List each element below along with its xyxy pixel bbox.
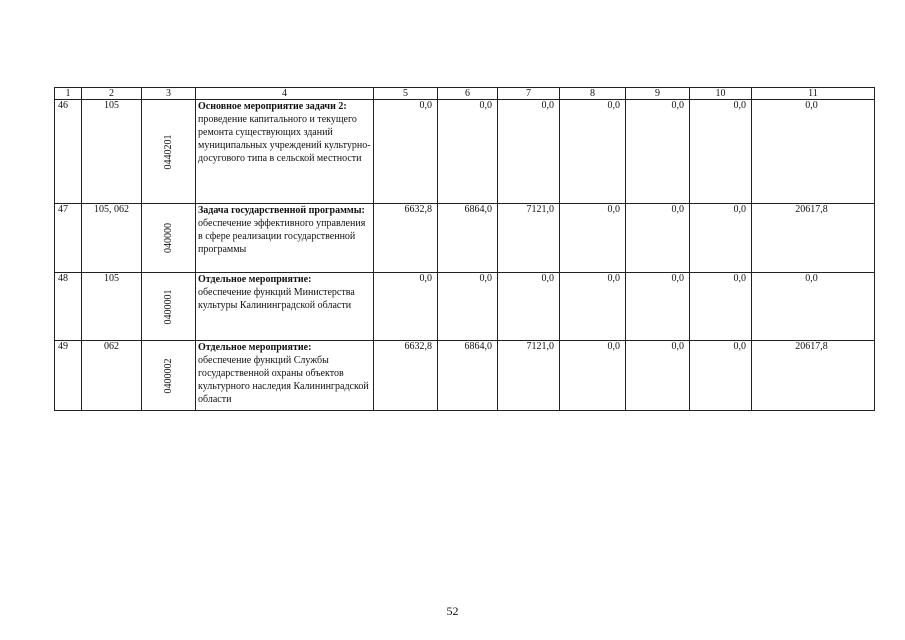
program-code: 0440201 bbox=[162, 134, 174, 169]
value-col-6: 0,0 bbox=[438, 100, 498, 204]
header-cell-3: 3 bbox=[142, 88, 196, 100]
program-code: 0400002 bbox=[162, 358, 174, 393]
header-cell-11: 11 bbox=[752, 88, 875, 100]
value-col-8: 0,0 bbox=[560, 100, 626, 204]
header-cell-1: 1 bbox=[55, 88, 82, 100]
row-number: 49 bbox=[55, 341, 82, 411]
budget-code: 105 bbox=[82, 100, 142, 204]
description-cell bbox=[196, 273, 374, 341]
program-code: 040000 bbox=[162, 223, 174, 253]
header-cell-6: 6 bbox=[438, 88, 498, 100]
value-col-8: 0,0 bbox=[560, 204, 626, 273]
value-col-5: 0,0 bbox=[374, 273, 438, 341]
value-col-6: 6864,0 bbox=[438, 204, 498, 273]
description-cell bbox=[196, 341, 374, 411]
description-title: Отдельное мероприятие: bbox=[198, 342, 312, 353]
description-title: Отдельное мероприятие: bbox=[198, 274, 312, 285]
value-col-9: 0,0 bbox=[626, 100, 690, 204]
value-col-7: 7121,0 bbox=[498, 341, 560, 411]
row-number: 46 bbox=[55, 100, 82, 204]
program-code-cell bbox=[142, 341, 196, 411]
description-text: обеспечение функций Службы государственной охраны объектов культурного наследия Калининградской области bbox=[198, 355, 369, 405]
value-col-10: 0,0 bbox=[690, 273, 752, 341]
description-text: проведение капитального и текущего ремонта существующих зданий муниципальных учреждений культурно-досугового типа в сельской местности bbox=[198, 114, 371, 164]
value-col-8: 0,0 bbox=[560, 341, 626, 411]
value-col-11: 0,0 bbox=[752, 273, 875, 341]
value-col-9: 0,0 bbox=[626, 341, 690, 411]
table-row bbox=[55, 204, 875, 273]
value-col-5: 6632,8 bbox=[374, 341, 438, 411]
table-row bbox=[55, 273, 875, 341]
value-col-7: 7121,0 bbox=[498, 204, 560, 273]
program-code-cell bbox=[142, 100, 196, 204]
value-col-7: 0,0 bbox=[498, 100, 560, 204]
value-col-10: 0,0 bbox=[690, 341, 752, 411]
header-cell-7: 7 bbox=[498, 88, 560, 100]
value-col-8: 0,0 bbox=[560, 273, 626, 341]
budget-code: 105, 062 bbox=[82, 204, 142, 273]
value-col-9: 0,0 bbox=[626, 273, 690, 341]
value-col-9: 0,0 bbox=[626, 204, 690, 273]
value-col-7: 0,0 bbox=[498, 273, 560, 341]
description-cell bbox=[196, 204, 374, 273]
table-header-row bbox=[55, 88, 875, 100]
table-row bbox=[55, 341, 875, 411]
header-cell-8: 8 bbox=[560, 88, 626, 100]
program-code-cell bbox=[142, 204, 196, 273]
row-number: 47 bbox=[55, 204, 82, 273]
header-cell-4: 4 bbox=[196, 88, 374, 100]
value-col-11: 0,0 bbox=[752, 100, 875, 204]
header-cell-2: 2 bbox=[82, 88, 142, 100]
value-col-11: 20617,8 bbox=[752, 341, 875, 411]
budget-code: 105 bbox=[82, 273, 142, 341]
table-row bbox=[55, 100, 875, 204]
value-col-5: 0,0 bbox=[374, 100, 438, 204]
description-text: обеспечение функций Министерства культуры Калининградской области bbox=[198, 287, 355, 311]
value-col-6: 6864,0 bbox=[438, 341, 498, 411]
description-title: Задача государственной программы: bbox=[198, 205, 365, 216]
description-title: Основное мероприятие задачи 2: bbox=[198, 101, 347, 112]
page-number: 52 bbox=[446, 604, 459, 618]
header-cell-10: 10 bbox=[690, 88, 752, 100]
value-col-10: 0,0 bbox=[690, 204, 752, 273]
budget-code: 062 bbox=[82, 341, 142, 411]
value-col-6: 0,0 bbox=[438, 273, 498, 341]
program-code: 0400001 bbox=[162, 289, 174, 324]
row-number: 48 bbox=[55, 273, 82, 341]
header-cell-9: 9 bbox=[626, 88, 690, 100]
description-text: обеспечение эффективного управления в сфере реализации государственной программы bbox=[198, 218, 366, 255]
value-col-5: 6632,8 bbox=[374, 204, 438, 273]
value-col-10: 0,0 bbox=[690, 100, 752, 204]
budget-table bbox=[54, 87, 875, 411]
program-code-cell bbox=[142, 273, 196, 341]
header-cell-5: 5 bbox=[374, 88, 438, 100]
description-cell bbox=[196, 100, 374, 204]
value-col-11: 20617,8 bbox=[752, 204, 875, 273]
